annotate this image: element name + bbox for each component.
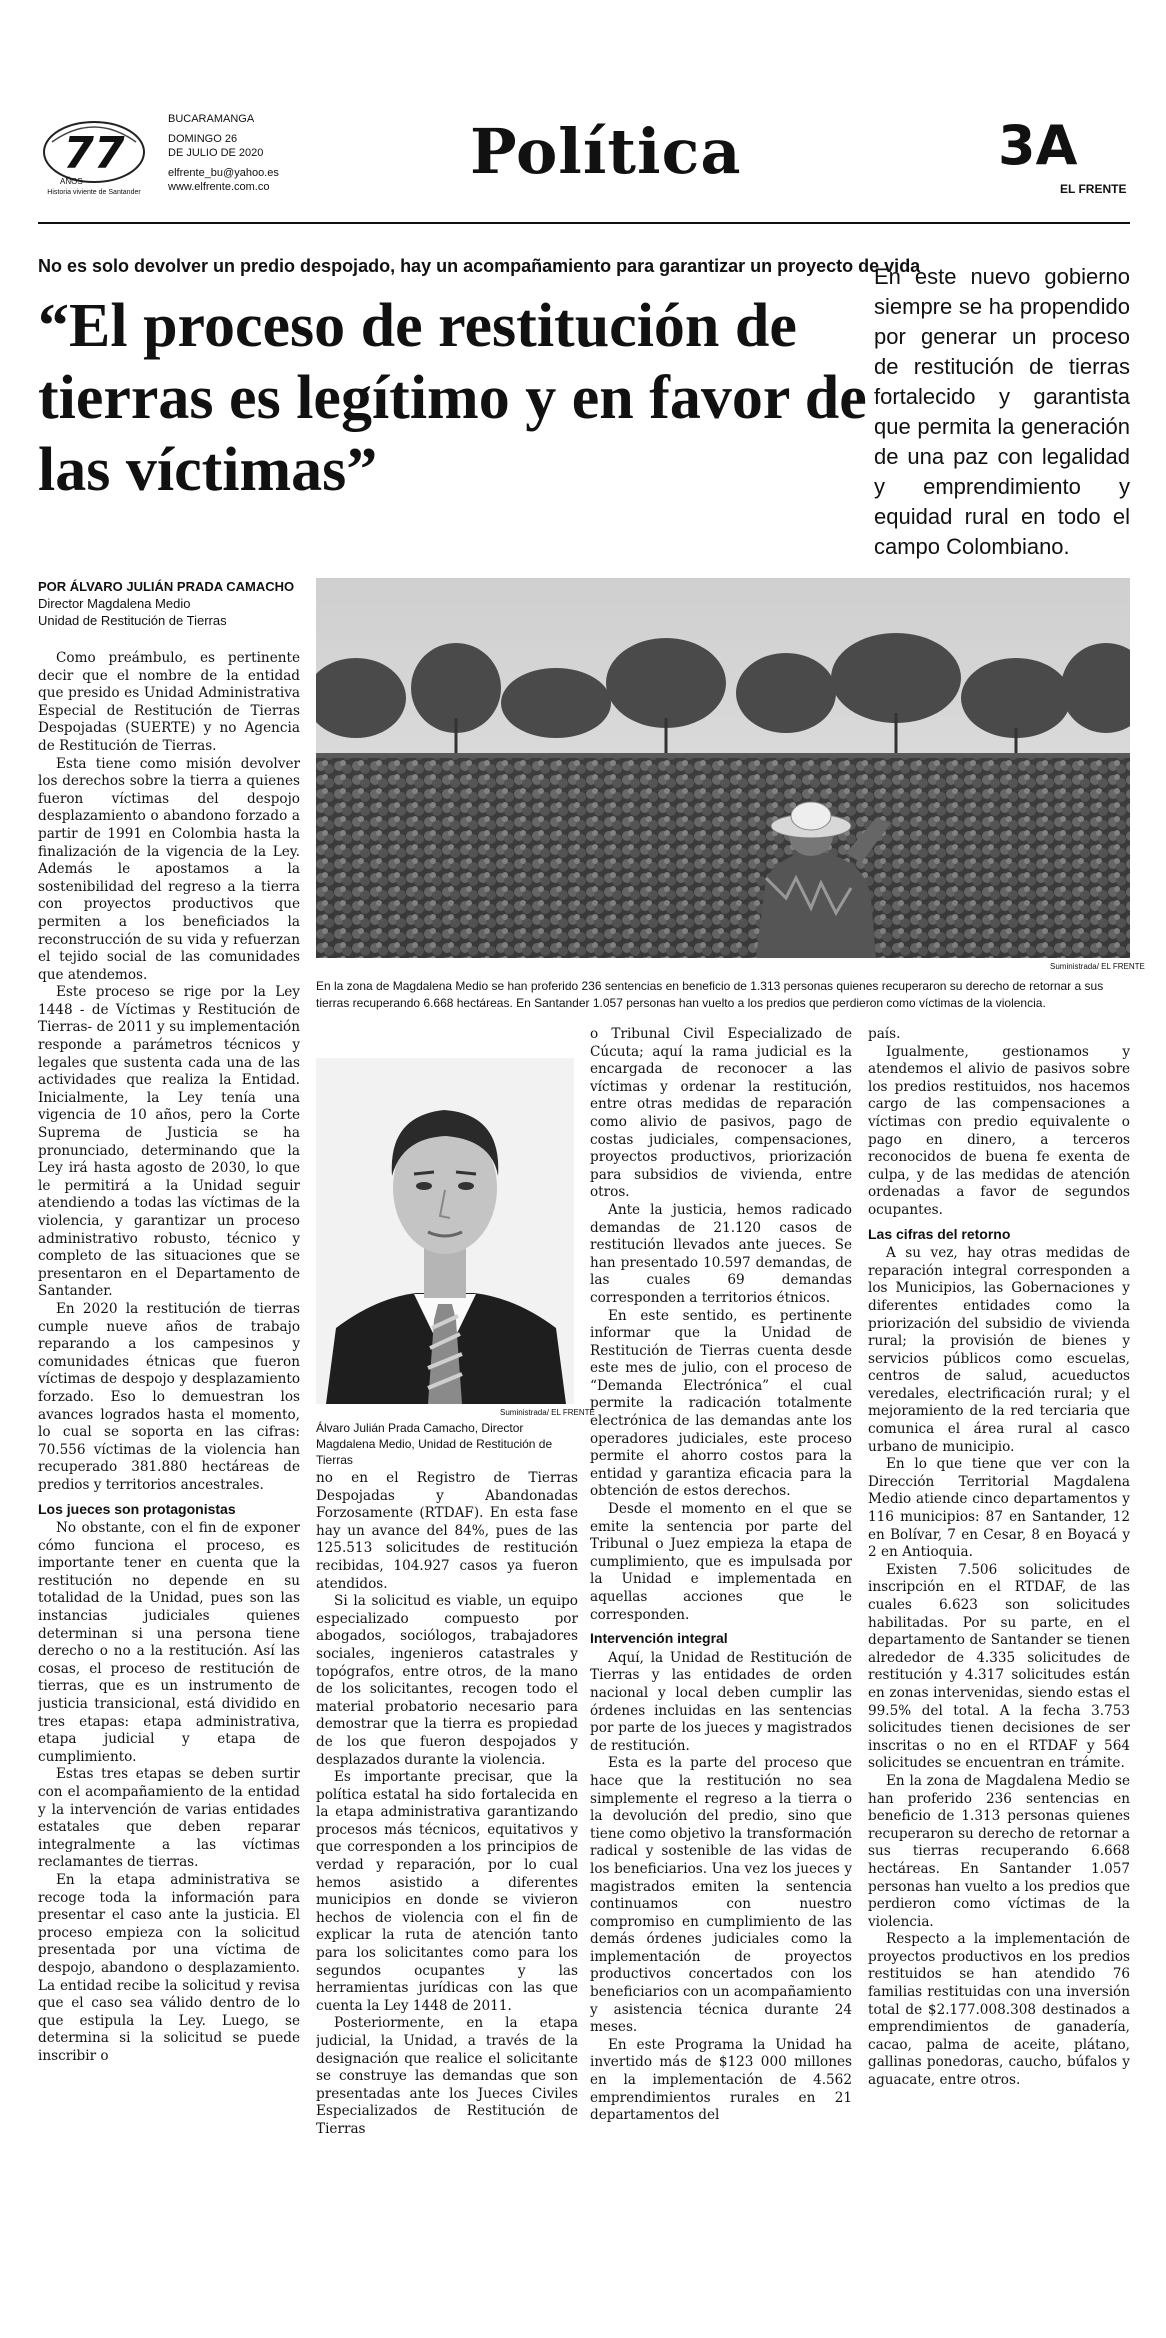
paragraph: Este proceso se rige por la Ley 1448 - de Víctimas y Restitución de Tierras- de 2011 y su implementación responde a parámetros técnicos y legales que sustenta cada una de las actividades que realiza la Entidad. Inicialmente, la Ley tenía una vigencia de 10 años, pero la Corte Suprema de Justicia se ha pronunciado, determinando que la Ley irá hasta agosto de 2030, lo que le permitirá a la Unidad seguir atendiendo a todas las víctimas de la violencia, y garantizar un proceso administrativo robusto, técnico y completo de las situaciones que se presentaron en el Departamento de Santander. <box>38 984 300 1300</box>
paragraph: país. <box>868 1026 901 1042</box>
header-date-line1: DOMINGO 26 <box>168 133 238 145</box>
header-web[interactable]: www.elfrente.com.co <box>168 181 270 193</box>
byline <box>38 578 308 629</box>
paragraph: Posteriormente, en la etapa judicial, la Unidad, a través de la designación que realice el solicitante se construye las demandas que son presentadas ante los Jueces Civiles Especializados de Restitución de Tierras <box>316 2015 578 2137</box>
paragraph: Aquí, la Unidad de Restitución de Tierras y las entidades de orden nacional y local deben cumplir las órdenes incluidas en las sentencias por parte de los jueces y magistrados de restitución. <box>590 1649 852 1754</box>
header-divider <box>38 222 1130 224</box>
article-column-3 <box>590 1026 852 2240</box>
subheading: Intervención integral <box>590 1630 728 1647</box>
photo1-credit: Suministrada/ EL FRENTE <box>1050 962 1145 971</box>
byline-role2: Unidad de Restitución de Tierras <box>38 613 227 628</box>
paragraph: no en el Registro de Tierras Despojadas y Abandonadas Forzosamente (RTDAF). En esta fase hay un avance del 84%, pues de las 125.513 solicitudes de restitución recibidas, 104.927 casos ya fueron atendidos. <box>316 1470 578 1592</box>
photo2-credit: Suministrada/ EL FRENTE <box>500 1408 595 1417</box>
paragraph: En este sentido, es pertinente informar que la Unidad de Restitución de Tierras cuenta desde este mes de julio, con el proceso de “Demanda Electrónica” el cual permite la radicación totalmente electrónica de las demandas ante los operadores judiciales, este proceso permite el ahorro costos para la entidad y garantiza eficacia para la obtención de estos derechos. <box>590 1307 852 1500</box>
paragraph: En 2020 la restitución de tierras cumple nueve años de trabajo reparando a los campesinos y comunidades étnicas que fueron víctimas de despojo y desplazamiento forzado. Eso lo demuestran los avances logrados hasta el momento, lo cual se soporta en las cifras: 70.556 víctimas de la violencia han recuperado 381.880 hectáreas de predios y territorios ancestrales. <box>38 1300 300 1493</box>
article-column-1 <box>38 650 300 2240</box>
paragraph: En lo que tiene que ver con la Dirección Territorial Magdalena Medio atiende cinco departamentos y 116 municipios: 87 en Santander, 12 en Bolívar, 7 en Cesar, 8 en Boyacá y 2 en Antioquia. <box>868 1456 1130 1561</box>
paragraph: En este Programa la Unidad ha invertido más de $123 000 millones en la implementación de 4.562 emprendimientos rurales en 21 departamentos del <box>590 2036 852 2124</box>
paragraph: Es importante precisar, que la política estatal ha sido fortalecida en la etapa administrativa garantizando procesos más técnicos, equitativos y que corresponden a los principios de verdad y reparación, por lo cual hemos asistido a diferentes municipios en donde se vivieron hechos de violencia con el fin de explicar la ruta de atención tanto para los solicitantes como para los segundos ocupantes y las herramientas jurídicas con las que cuenta la Ley 1448 de 2011. <box>316 1769 578 2014</box>
farm-landscape-photo <box>316 578 1130 958</box>
paragraph: Respecto a la implementación de proyectos productivos en los predios restituidos se han atendido 76 familias restituidas con una inversión total de $2.177.008.308 destinados a emprendimientos de ganadería, cacao, palma de aceite, plátano, gallinas ponedoras, caucho, búfalos y aguacate, entre otros. <box>868 1931 1130 2089</box>
photo2-caption: Álvaro Julián Prada Camacho, Director Magdalena Medio, Unidad de Restitución de Tierras <box>316 1421 553 1467</box>
paragraph: o Tribunal Civil Especializado de Cúcuta; aquí la rama judicial es la encargada de reconocer a las víctimas y ordenar la restitución, entre otras medidas de reparación como alivio de pasivos, pago de costas judiciales, compensaciones, proyectos productivos, priorización para subsidios de vivienda, entre otros. <box>590 1026 852 1201</box>
subheading: Las cifras del retorno <box>868 1225 1011 1242</box>
paragraph: Ante la justicia, hemos radicado demandas de 21.120 casos de restitución llevados ante jueces. Se han presentado 10.597 demandas, de las cuales 69 demandas corresponden a territorios étnicos. <box>590 1201 852 1306</box>
svg-text:AÑOS: AÑOS <box>60 177 83 186</box>
paragraph: Estas tres etapas se deben surtir con el acompañamiento de la entidad y la intervención de varias entidades estatales que deben reparar integralmente a las víctimas reclamantes de tierras. <box>38 1766 300 1871</box>
paragraph: Como preámbulo, es pertinente decir que el nombre de la entidad que presido es Unidad Administrativa Especial de Restitución de Tierras Despojadas (SUERTE) y no Agencia de Restitución de Tierras. <box>38 650 300 754</box>
svg-text:Historia viviente de Santander: Historia viviente de Santander <box>47 189 141 196</box>
header-city: BUCARAMANGA <box>168 113 255 125</box>
paragraph: Igualmente, gestionamos y atendemos el alivio de pasivos sobre los predios restituidos, nos hacemos cargo de las compensaciones a víctimas con predio equivalente o pago en dinero, a terceros reconocidos de buena fe exenta de culpa, y de las medidas de atención ordenadas a favor de segundos ocupantes. <box>868 1043 1130 1218</box>
paragraph: A su vez, hay otras medidas de reparación integral corresponden a los Municipios, las Gobernaciones y diferentes entidades como la priorización del subsidio de vivienda rural; la provisión de bienes y servicios públicos como escuelas, centros de salud, acueductos veredales, electrificación rural; y el mejoramiento de la red terciaria que comunica el área rural al casco urbano de municipio. <box>868 1245 1130 1455</box>
paragraph: En la etapa administrativa se recoge toda la información para presentar el caso ante la justicia. El proceso empieza con la solicitud presentada por una víctima de despojo, abandono o desplazamiento. La entidad recibe la solicitud y revisa que el caso sea válido dentro de lo que estipula la Ley. Luego, se determina si la solicitud se puede inscribir o <box>38 1871 300 2064</box>
paragraph: No obstante, con el fin de exponer cómo funciona el proceso, es importante tener en cuenta que la restitución no depende en su totalidad de la Unidad, pues son las instancias judiciales quienes determinan si una persona tiene derecho o no a la restitución. Así las cosas, el proceso de restitución de tierras, que es un instrumento de justicia transicional, está dividido en tres etapas: etapa administrativa, etapa judicial y etapa de cumplimiento. <box>38 1520 300 1765</box>
article-summary: En este nuevo gobierno siempre se ha propendido por generar un proceso de restitución de tierras fortalecido y garantista que permita la generación de una paz con legalidad y emprendimiento y equidad rural en todo el campo Colombiano. <box>874 264 1130 559</box>
subheading: Los jueces son protagonistas <box>38 1500 236 1517</box>
newspaper-anniversary-logo <box>38 112 150 200</box>
paragraph: Esta es la parte del proceso que hace que la restitución no sea simplemente el regreso a la tierra o la devolución del predio, sino que tiene como objetivo la transformación radical y sostenible de las vidas de los beneficiarios. Una vez los jueces y magistrados emiten la sentencia continuamos con nuestro compromiso en cumplimiento de las demás órdenes judiciales como la implementación de proyectos productivos concertados con los beneficiarios con un acompañamiento y asistencia técnica durante 24 meses. <box>590 1755 852 2036</box>
header-date-line2: DE JULIO DE 2020 <box>168 147 264 159</box>
article-headline: “El proceso de restitución de tierras es legítimo y en favor de las víctimas” <box>38 292 867 504</box>
paragraph: Desde el momento en el que se emite la sentencia por parte del Tribunal o Juez empieza la etapa de cumplimiento, que es impulsada por la Unidad e implementada en aquellas acciones que le corresponden. <box>590 1501 852 1623</box>
article-kicker: No es solo devolver un predio despojado, hay un acompañamiento para garantizar un proyecto de vida <box>38 256 921 276</box>
article-column-2 <box>316 1470 578 2240</box>
publication-name: EL FRENTE <box>1060 182 1127 196</box>
page-number: 3A <box>998 114 1078 177</box>
section-title: Política <box>470 115 742 188</box>
paragraph: Existen 7.506 solicitudes de inscripción en el RTDAF, de las cuales 6.623 son solicitudes habilitadas. Por su parte, en el departamento de Santander se tienen alrededor de 4.335 solicitudes de restitución y 4.317 solicitudes están en zonas intervenidas, siendo estas el 99.5% del total. A la fecha 3.753 solicitudes tienen decisiones de ser inscritas o no en el RTDAF y 564 solicitudes se encuentran en trámite. <box>868 1561 1130 1772</box>
header-meta <box>168 112 279 194</box>
paragraph: Esta tiene como misión devolver los derechos sobre la tierra a quienes fueron víctimas del despojo desplazamiento o abandono forzado a partir de 1991 en Colombia hasta la finalización de la vigencia de la Ley. Además le apostamos a la sostenibilidad del regreso a la tierra con proyectos productivos que permiten a los beneficiados la reconstrucción de su vida y refuerzan el tejido social de las comunidades que atendemos. <box>38 755 300 983</box>
header-email[interactable]: elfrente_bu@yahoo.es <box>168 167 279 179</box>
byline-author: POR ÁLVARO JULIÁN PRADA CAMACHO <box>38 579 295 594</box>
paragraph: En la zona de Magdalena Medio se han proferido 236 sentencias en beneficio de 1.313 personas quienes recuperaron su derecho de retornar a sus tierras recuperando 6.668 hectáreas. En Santander 1.057 personas han vuelto a los predios que perdieron como víctimas de la violencia. <box>868 1772 1130 1930</box>
portrait-photo <box>316 1058 574 1404</box>
paragraph: Si la solicitud es viable, un equipo especializado compuesto por abogados, sociólogos, trabajadores sociales, ingenieros catastrales y topógrafos, entre otros, de la mano de los solicitantes, recogen todo el material probatorio necesario para demostrar que la tierra es propiedad de los que fueron despojados y desplazados durante la violencia. <box>316 1593 578 1768</box>
byline-role1: Director Magdalena Medio <box>38 596 191 611</box>
article-column-4 <box>868 1026 1130 2240</box>
svg-text:77: 77 <box>63 128 125 179</box>
photo1-caption: En la zona de Magdalena Medio se han proferido 236 sentencias en beneficio de 1.313 personas quienes recuperaron su derecho de retornar a sus tierras recuperando 6.668 hectáreas. En Santander 1.057 personas han vuelto a los predios que perdieron como víctimas de la violencia. <box>316 979 1104 1010</box>
